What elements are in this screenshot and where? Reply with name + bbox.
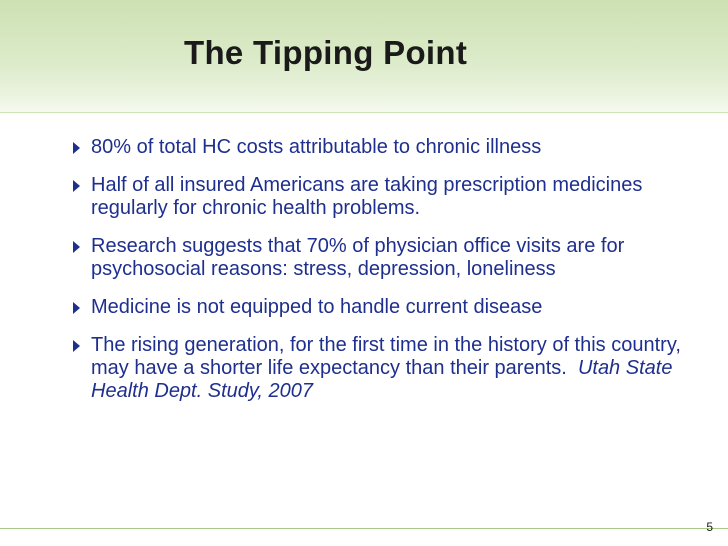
bullet-citation: Utah State Health Dept. Study, 2007	[91, 357, 673, 402]
bullet-item	[70, 136, 710, 159]
footer-divider	[0, 528, 728, 529]
bullet-text: Research suggests that 70% of physician office visits are for psychosocial reasons: stress, depression, loneliness	[91, 235, 625, 280]
slide-title: The Tipping Point	[184, 34, 468, 71]
page-number: 5	[706, 520, 713, 534]
bullet-arrow-icon	[73, 302, 80, 314]
bullet-item	[70, 334, 710, 403]
bullet-arrow-icon	[73, 180, 80, 192]
bullet-arrow-icon	[73, 241, 80, 253]
header-divider	[0, 112, 728, 113]
bullet-list	[70, 136, 710, 418]
bullet-text: Half of all insured Americans are taking prescription medicines regularly for chronic health problems.	[91, 174, 643, 219]
bullet-text: The rising generation, for the first time in the history of this country, may have a shorter life expectancy than their parents.	[91, 334, 687, 379]
bullet-item	[70, 174, 710, 220]
bullet-item	[70, 296, 710, 319]
bullet-arrow-icon	[73, 340, 80, 352]
bullet-text: 80% of total HC costs attributable to chronic illness	[91, 136, 542, 158]
bullet-item	[70, 235, 710, 281]
bullet-text: Medicine is not equipped to handle current disease	[91, 296, 543, 318]
bullet-arrow-icon	[73, 142, 80, 154]
